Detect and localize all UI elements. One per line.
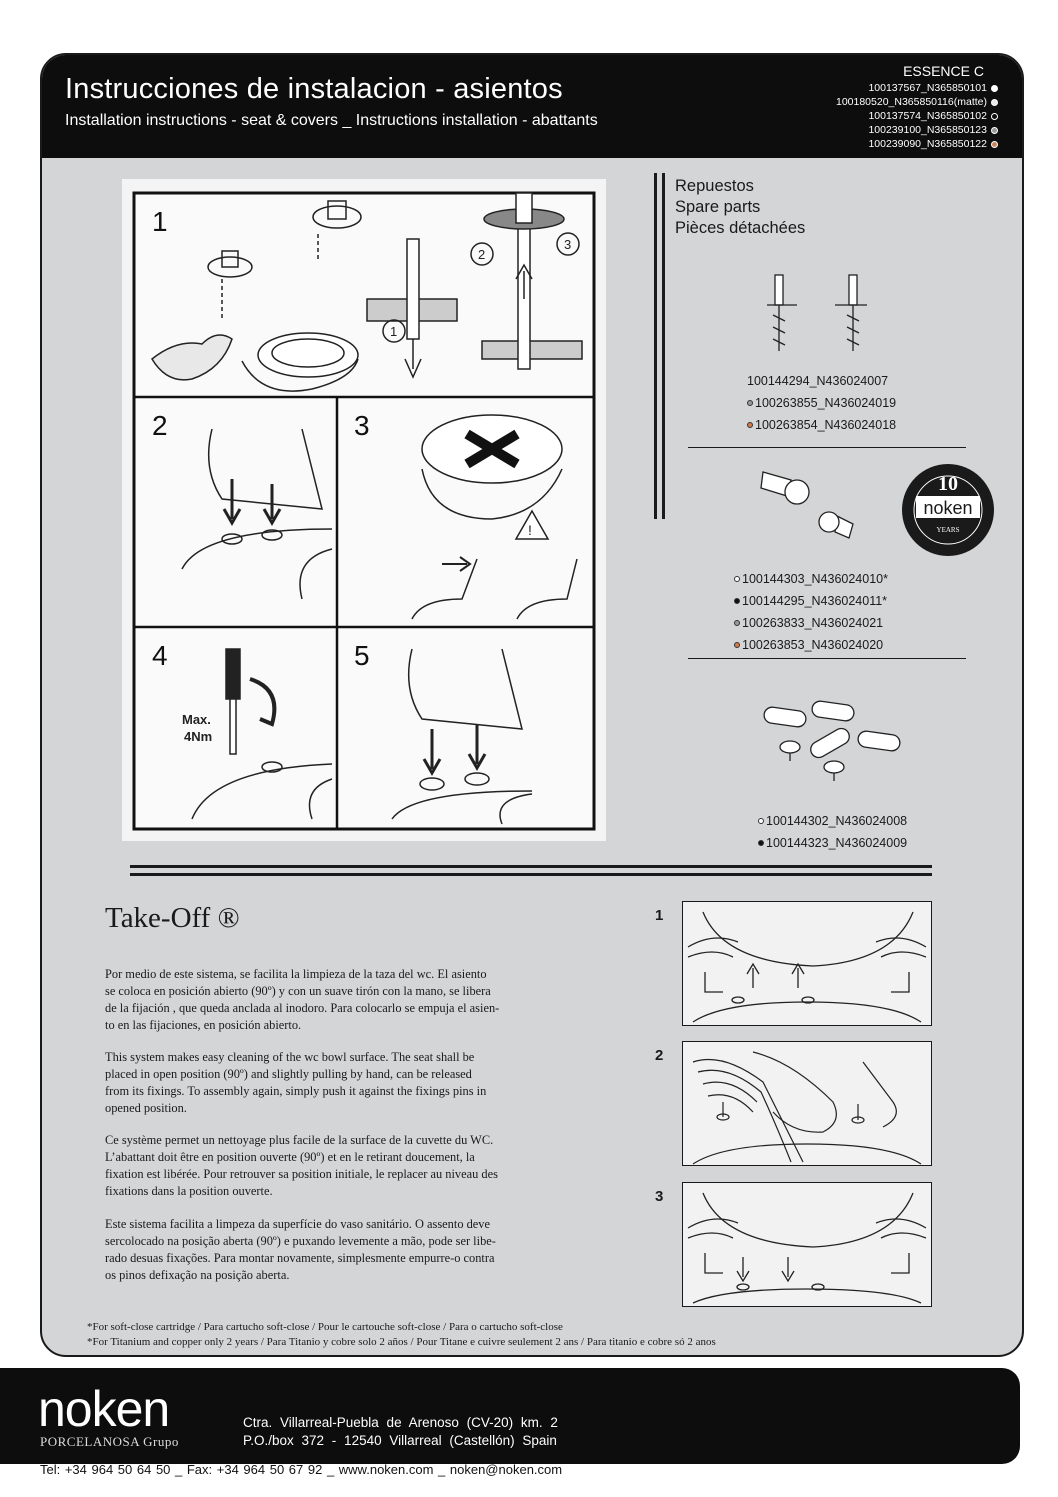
- step-label: 3: [354, 410, 370, 441]
- takeoff-step3-image: [682, 1182, 932, 1307]
- white-finish-icon: [991, 85, 998, 92]
- titanium-finish-icon: [747, 400, 753, 406]
- cartridge-image: [757, 460, 877, 550]
- torque-label: Max.: [182, 712, 211, 727]
- part-code: 100144294_N436024007: [747, 374, 889, 388]
- spare-list-1: [747, 370, 896, 436]
- product-code: 100180520_N365850116(matte): [836, 95, 998, 109]
- installation-illustration: [122, 179, 606, 841]
- takeoff-text-es: Por medio de este sistema, se facilita la limpieza de la taza del wc. El asiento se coloca en posición abierto (90º) y con un suave tirón con la mano, se libera de la fijación , que queda anclada al inodoro. Para colocarlo se empuja el asien- to en las fijaciones, en posición abierto.: [105, 967, 500, 1032]
- product-code: 100137574_N365850102: [836, 109, 998, 123]
- black-finish-icon: [734, 598, 740, 604]
- buffer-pads-image: [754, 695, 914, 785]
- divider: [688, 447, 966, 448]
- titanium-finish-icon: [734, 620, 740, 626]
- circle-label: 2: [478, 247, 486, 262]
- part-code: 100263853_N436024020: [734, 634, 888, 656]
- matte-finish-icon: [991, 99, 998, 106]
- takeoff-step-number: 2: [655, 1047, 664, 1064]
- warranty-years-number: 10: [938, 473, 958, 495]
- takeoff-step-number: 1: [655, 907, 664, 924]
- divider: [688, 658, 966, 659]
- model-name: ESSENCE C: [903, 63, 984, 79]
- product-code-list: [836, 81, 998, 151]
- step-label: 4: [152, 640, 168, 671]
- white-finish-icon: [734, 576, 740, 582]
- page-title: Instrucciones de instalacion - asientos: [65, 73, 563, 105]
- circle-label: 3: [564, 237, 572, 252]
- part-code: 100263854_N436024018: [747, 414, 896, 436]
- product-code: 100137567_N365850101: [836, 81, 998, 95]
- warranty-badge: [898, 460, 998, 560]
- hinge-fixing-image: [757, 271, 892, 361]
- copper-finish-icon: [734, 642, 740, 648]
- step-label: 1: [152, 206, 168, 237]
- document-sheet: [40, 53, 1024, 1357]
- warranty-brand: noken: [923, 498, 973, 518]
- warranty-years-label: YEARS: [936, 526, 960, 534]
- spare-list-2: [734, 568, 888, 656]
- footer-bar: [0, 1368, 1020, 1464]
- company-address: Ctra. Villarreal-Puebla de Arenoso (CV-20) km. 2 P.O./box 372 - 12540 Villarreal (Castellón) Spain: [243, 1415, 558, 1448]
- divider: [654, 173, 657, 519]
- titanium-finish-icon: [991, 127, 998, 134]
- part-code: 100144302_N436024008: [758, 810, 907, 832]
- copper-finish-icon: [991, 141, 998, 148]
- takeoff-title: Take-Off ®: [105, 902, 240, 934]
- takeoff-text-fr: Ce système permet un nettoyage plus facile de la surface de la cuvette du WC. L’abattant doit être en position ouverte (90º) et en le retirant doucement, la fixation est libérée. Pour retrouver sa position initiale, le replacer au niveau des fixations dans la position ouverte.: [105, 1133, 498, 1198]
- page-subtitle: Installation instructions - seat & covers _ Instructions installation - abattants: [65, 112, 598, 129]
- circle-label: 1: [390, 324, 398, 339]
- brand-logo: noken: [38, 1381, 170, 1437]
- takeoff-step-number: 3: [655, 1188, 664, 1205]
- takeoff-step2-image: [682, 1041, 932, 1166]
- step-label: 5: [354, 640, 370, 671]
- copper-finish-icon: [747, 422, 753, 428]
- installation-steps-panel: [122, 179, 606, 841]
- white-finish-icon: [758, 818, 764, 824]
- torque-label: 4Nm: [184, 729, 213, 744]
- divider: [662, 173, 665, 519]
- black-finish-icon: [758, 840, 764, 846]
- brand-group: PORCELANOSA Grupo: [40, 1434, 179, 1449]
- takeoff-text-pt: Este sistema facilita a limpeza da superfície do vaso sanitário. O assento deve sercolocado na posição aberta (90º) e puxando levemente a mão, pode ser libe- rado desuas fixações. Para montar novamente, simplesmente empurre-o contra os pinos defixação na posição aberta.: [105, 1217, 496, 1282]
- footnote: *For soft-close cartridge / Para cartucho soft-close / Pour le cartouche soft-close / Para o cartucho soft-close: [87, 1321, 563, 1333]
- warning-icon: !: [528, 522, 532, 538]
- part-code: 100144295_N436024011*: [734, 590, 888, 612]
- spare-list-3: [758, 810, 907, 854]
- header-bar: [42, 55, 1022, 158]
- product-code: 100239100_N365850123: [836, 123, 998, 137]
- part-code: 100263855_N436024019: [747, 392, 896, 414]
- black-finish-icon: [991, 113, 998, 120]
- spare-parts-title: Repuestos Spare parts Pièces détachées: [675, 177, 806, 237]
- part-code: 100263833_N436024021: [734, 612, 888, 634]
- divider: [130, 873, 932, 876]
- divider: [130, 865, 932, 868]
- footnote: *For Titanium and copper only 2 years / Para Titanio y cobre solo 2 años / Pour Titane e cuivre seulement 2 ans / Para titanio e cobre só 2 anos: [87, 1336, 716, 1348]
- step-label: 2: [152, 410, 168, 441]
- takeoff-text-en: This system makes easy cleaning of the wc bowl surface. The seat shall be placed in open position (90º) and slightly pulling by hand, can be released from its fixings. To assembly again, simply push it against the fixings pins in opened position.: [105, 1050, 487, 1115]
- product-code: 100239090_N365850122: [836, 137, 998, 151]
- part-code: 100144303_N436024010*: [734, 568, 888, 590]
- contact-line: Tel: +34 964 50 64 50 _ Fax: +34 964 50 67 92 _ www.noken.com _ noken@noken.com: [40, 1462, 563, 1477]
- takeoff-step1-image: [682, 901, 932, 1026]
- part-code: 100144323_N436024009: [758, 832, 907, 854]
